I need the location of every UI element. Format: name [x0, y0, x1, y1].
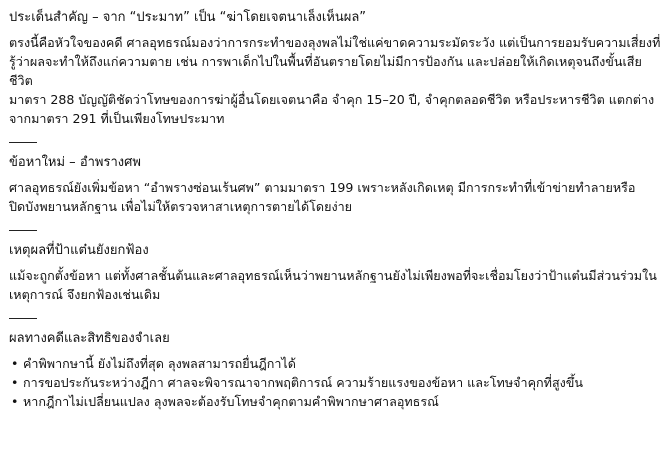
paragraph: มาตรา 288 บัญญัติชัดว่าโทษของการฆ่าผู้อื่นโดยเจตนาคือ จำคุก 15–20 ปี, จำคุกตลอดชีวิต หรือประหารชีวิต แตกต่างจากมาตรา 291 ที่เป็นเพียงโทษประมาท: [9, 92, 655, 126]
section-heading: ประเด็นสำคัญ – จาก “ประมาท” เป็น “ฆ่าโดยเจตนาเล็งเห็นผล”: [9, 10, 367, 25]
section-heading: เหตุผลที่ป้าแต๋นยังยกฟ้อง: [9, 243, 149, 258]
list-item-text: การขอประกันระหว่างฎีกา ศาลจะพิจารณาจากพฤติการณ์ ความร้ายแรงของข้อหา และโทษจำคุกที่สูงขึ้น: [23, 375, 584, 390]
section-divider: [9, 142, 37, 143]
section-case-outcome: [9, 329, 662, 411]
section-divider: [9, 230, 37, 231]
section-divider: [9, 318, 37, 319]
list-item: [9, 354, 662, 373]
section-heading: ข้อหาใหม่ – อำพรางศพ: [9, 155, 141, 170]
section-key-issue: [9, 8, 662, 128]
bullet-marker: •: [11, 394, 19, 409]
list-item: [9, 373, 662, 392]
bullet-list: [9, 354, 662, 411]
bullet-marker: •: [11, 375, 19, 390]
paragraph: แม้จะถูกตั้งข้อหา แต่ทั้งศาลชั้นต้นและศาลอุทธรณ์เห็นว่าพยานหลักฐานยังไม่เพียงพอที่จะเชื่อมโยงว่าป้าแต๋นมีส่วนร่วมในเหตุการณ์ จึงยกฟ้องเช่นเดิม: [9, 268, 657, 302]
section-new-charge: [9, 153, 662, 216]
paragraph: ศาลอุทธรณ์ยังเพิ่มข้อหา “อำพรางซ่อนเร้นศพ” ตามมาตรา 199 เพราะหลังเกิดเหตุ มีการกระทำที่เข้าข่ายทำลายหรือปิดบังพยานหลักฐาน เพื่อไม่ให้ตรวจหาสาเหตุการตายได้โดยง่าย: [9, 180, 636, 214]
list-item-text: คำพิพากษานี้ ยังไม่ถึงที่สุด ลุงพลสามารถยื่นฎีกาได้: [23, 356, 296, 371]
list-item: [9, 392, 662, 411]
section-heading: ผลทางคดีและสิทธิของจำเลย: [9, 331, 170, 346]
bullet-marker: •: [11, 356, 19, 371]
paragraph: ตรงนี้คือหัวใจของคดี ศาลอุทธรณ์มองว่าการกระทำของลุงพลไม่ใช่แค่ขาดความระมัดระวัง แต่เป็นการยอมรับความเสี่ยงที่รู้ว่าผลจะทำให้ถึงแก่ความตาย เช่น การพาเด็กไปในพื้นที่อันตรายโดยไม่มีการป้องกัน และปล่อยให้เกิดเหตุจนถึงขั้นเสียชีวิต: [9, 35, 661, 88]
section-acquittal-reason: [9, 241, 662, 304]
list-item-text: หากฎีกาไม่เปลี่ยนแปลง ลุงพลจะต้องรับโทษจำคุกตามคำพิพากษาศาลอุทธรณ์: [23, 394, 439, 409]
